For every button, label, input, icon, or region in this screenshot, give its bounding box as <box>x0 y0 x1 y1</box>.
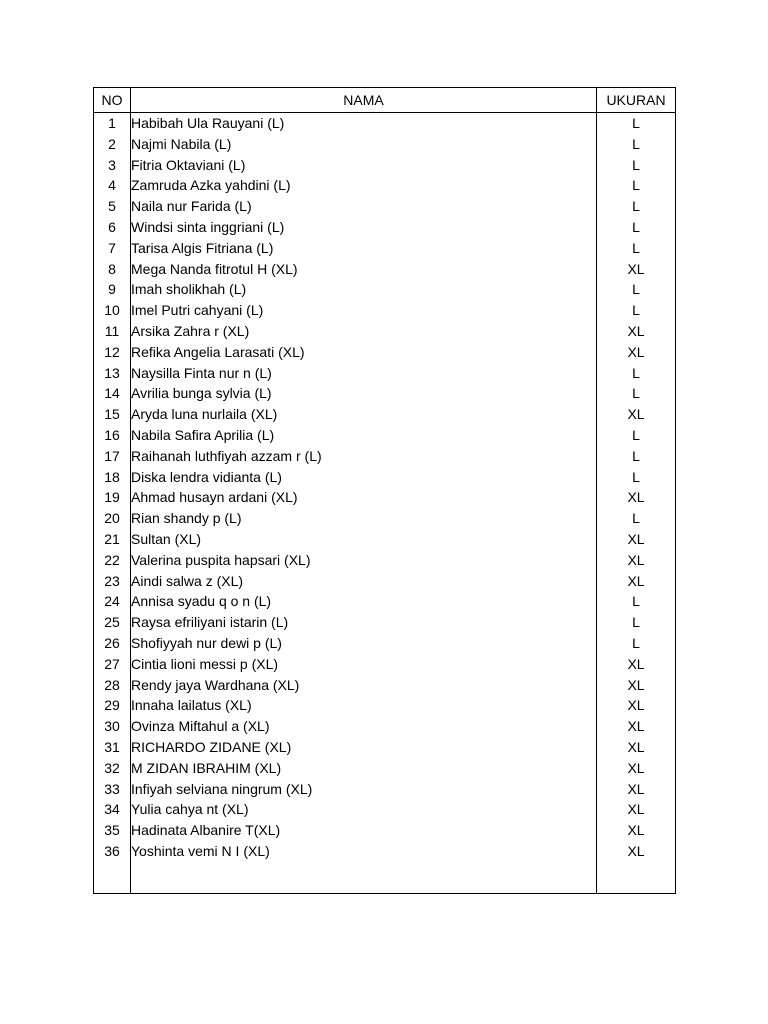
row-name: RICHARDO ZIDANE (XL) <box>131 737 597 758</box>
row-size: L <box>597 196 676 217</box>
table-row <box>94 446 676 467</box>
row-size: XL <box>597 779 676 800</box>
row-number: 31 <box>94 737 131 758</box>
table-header <box>94 88 676 113</box>
row-size: XL <box>597 342 676 363</box>
row-number: 6 <box>94 217 131 238</box>
row-size: XL <box>597 654 676 675</box>
row-size: XL <box>597 820 676 841</box>
row-name: Shofiyyah nur dewi p (L) <box>131 633 597 654</box>
row-name: Arsika Zahra r (XL) <box>131 321 597 342</box>
table-row <box>94 654 676 675</box>
table-row <box>94 467 676 488</box>
row-name: Naysilla Finta nur n (L) <box>131 363 597 384</box>
row-name: Imah sholikhah (L) <box>131 279 597 300</box>
row-size: L <box>597 113 676 134</box>
row-name: Cintia lioni messi p (XL) <box>131 654 597 675</box>
row-name: Diska lendra vidianta (L) <box>131 467 597 488</box>
row-size: L <box>597 508 676 529</box>
row-size: XL <box>597 321 676 342</box>
header-nama: NAMA <box>131 88 597 113</box>
row-name: Najmi Nabila (L) <box>131 134 597 155</box>
row-size: XL <box>597 799 676 820</box>
row-size: L <box>597 446 676 467</box>
table-row <box>94 113 676 134</box>
row-number: 19 <box>94 487 131 508</box>
row-size: XL <box>597 737 676 758</box>
table-row <box>94 342 676 363</box>
table-row <box>94 820 676 841</box>
row-number: 12 <box>94 342 131 363</box>
table-row <box>94 217 676 238</box>
table-row <box>94 695 676 716</box>
table-row <box>94 300 676 321</box>
row-size: L <box>597 467 676 488</box>
header-no: NO <box>94 88 131 113</box>
row-number: 34 <box>94 799 131 820</box>
row-name: Valerina puspita hapsari (XL) <box>131 550 597 571</box>
row-size: XL <box>597 529 676 550</box>
row-size: L <box>597 425 676 446</box>
row-size: L <box>597 300 676 321</box>
header-row <box>94 88 676 113</box>
row-number: 26 <box>94 633 131 654</box>
row-name: Raihanah luthfiyah azzam r (L) <box>131 446 597 467</box>
table-row <box>94 737 676 758</box>
row-size: XL <box>597 758 676 779</box>
row-number: 16 <box>94 425 131 446</box>
row-number: 32 <box>94 758 131 779</box>
empty-cell <box>94 862 131 894</box>
row-size: XL <box>597 841 676 862</box>
table-row <box>94 238 676 259</box>
row-size: L <box>597 633 676 654</box>
row-size: XL <box>597 259 676 280</box>
row-size: L <box>597 217 676 238</box>
table-row <box>94 196 676 217</box>
table-row <box>94 134 676 155</box>
header-ukuran: UKURAN <box>597 88 676 113</box>
row-number: 24 <box>94 591 131 612</box>
table-row <box>94 799 676 820</box>
row-number: 14 <box>94 383 131 404</box>
table-row <box>94 279 676 300</box>
row-number: 33 <box>94 779 131 800</box>
row-name: Yoshinta vemi N I (XL) <box>131 841 597 862</box>
row-size: XL <box>597 487 676 508</box>
row-number: 21 <box>94 529 131 550</box>
table-row <box>94 487 676 508</box>
table-row <box>94 571 676 592</box>
row-name: Zamruda Azka yahdini (L) <box>131 175 597 196</box>
row-size: XL <box>597 404 676 425</box>
row-name: Nabila Safira Aprilia (L) <box>131 425 597 446</box>
row-number: 22 <box>94 550 131 571</box>
row-number: 15 <box>94 404 131 425</box>
table-row <box>94 175 676 196</box>
row-size: L <box>597 134 676 155</box>
row-number: 29 <box>94 695 131 716</box>
row-number: 3 <box>94 155 131 176</box>
row-number: 5 <box>94 196 131 217</box>
row-number: 35 <box>94 820 131 841</box>
table-row <box>94 779 676 800</box>
table-row <box>94 155 676 176</box>
table-row <box>94 612 676 633</box>
row-name: Avrilia bunga sylvia (L) <box>131 383 597 404</box>
empty-cell <box>131 862 597 894</box>
row-size: XL <box>597 550 676 571</box>
row-number: 25 <box>94 612 131 633</box>
table-body <box>94 113 676 894</box>
row-name: Annisa syadu q o n (L) <box>131 591 597 612</box>
row-name: Yulia cahya nt (XL) <box>131 799 597 820</box>
row-name: Tarisa Algis Fitriana (L) <box>131 238 597 259</box>
row-name: Raysa efriliyani istarin (L) <box>131 612 597 633</box>
table-row <box>94 675 676 696</box>
row-number: 30 <box>94 716 131 737</box>
table-row <box>94 550 676 571</box>
row-name: Rendy jaya Wardhana (XL) <box>131 675 597 696</box>
row-number: 10 <box>94 300 131 321</box>
row-name: M ZIDAN IBRAHIM (XL) <box>131 758 597 779</box>
row-size: L <box>597 591 676 612</box>
row-number: 27 <box>94 654 131 675</box>
row-name: Habibah Ula Rauyani (L) <box>131 113 597 134</box>
row-name: Hadinata Albanire T(XL) <box>131 820 597 841</box>
row-number: 18 <box>94 467 131 488</box>
row-number: 17 <box>94 446 131 467</box>
row-number: 28 <box>94 675 131 696</box>
row-name: Ovinza Miftahul a (XL) <box>131 716 597 737</box>
row-number: 1 <box>94 113 131 134</box>
row-name: Fitria Oktaviani (L) <box>131 155 597 176</box>
row-number: 2 <box>94 134 131 155</box>
table-row <box>94 591 676 612</box>
row-size: L <box>597 238 676 259</box>
row-name: Aryda luna nurlaila (XL) <box>131 404 597 425</box>
row-name: Innaha lailatus (XL) <box>131 695 597 716</box>
row-name: Windsi sinta inggriani (L) <box>131 217 597 238</box>
table-row <box>94 425 676 446</box>
row-size: L <box>597 383 676 404</box>
size-list-table <box>93 87 676 894</box>
row-number: 13 <box>94 363 131 384</box>
row-number: 11 <box>94 321 131 342</box>
row-size: L <box>597 612 676 633</box>
table-row <box>94 363 676 384</box>
row-name: Mega Nanda fitrotul H (XL) <box>131 259 597 280</box>
table-row <box>94 383 676 404</box>
row-name: Rian shandy p (L) <box>131 508 597 529</box>
table-row <box>94 716 676 737</box>
row-size: L <box>597 155 676 176</box>
row-size: XL <box>597 716 676 737</box>
table-row <box>94 321 676 342</box>
row-size: L <box>597 279 676 300</box>
empty-cell <box>597 862 676 894</box>
row-name: Aindi salwa z (XL) <box>131 571 597 592</box>
empty-row <box>94 862 676 894</box>
row-number: 36 <box>94 841 131 862</box>
row-name: Imel Putri cahyani (L) <box>131 300 597 321</box>
table-row <box>94 841 676 862</box>
row-number: 7 <box>94 238 131 259</box>
row-name: Ahmad husayn ardani (XL) <box>131 487 597 508</box>
row-size: XL <box>597 675 676 696</box>
row-name: Infiyah selviana ningrum (XL) <box>131 779 597 800</box>
row-number: 23 <box>94 571 131 592</box>
table-row <box>94 508 676 529</box>
row-number: 9 <box>94 279 131 300</box>
row-number: 4 <box>94 175 131 196</box>
row-number: 8 <box>94 259 131 280</box>
row-number: 20 <box>94 508 131 529</box>
row-size: L <box>597 175 676 196</box>
row-size: XL <box>597 695 676 716</box>
row-name: Sultan (XL) <box>131 529 597 550</box>
table-row <box>94 633 676 654</box>
table-row <box>94 259 676 280</box>
table-row <box>94 404 676 425</box>
row-size: L <box>597 363 676 384</box>
table-row <box>94 529 676 550</box>
row-name: Naila nur Farida (L) <box>131 196 597 217</box>
row-name: Refika Angelia Larasati (XL) <box>131 342 597 363</box>
table-row <box>94 758 676 779</box>
row-size: XL <box>597 571 676 592</box>
